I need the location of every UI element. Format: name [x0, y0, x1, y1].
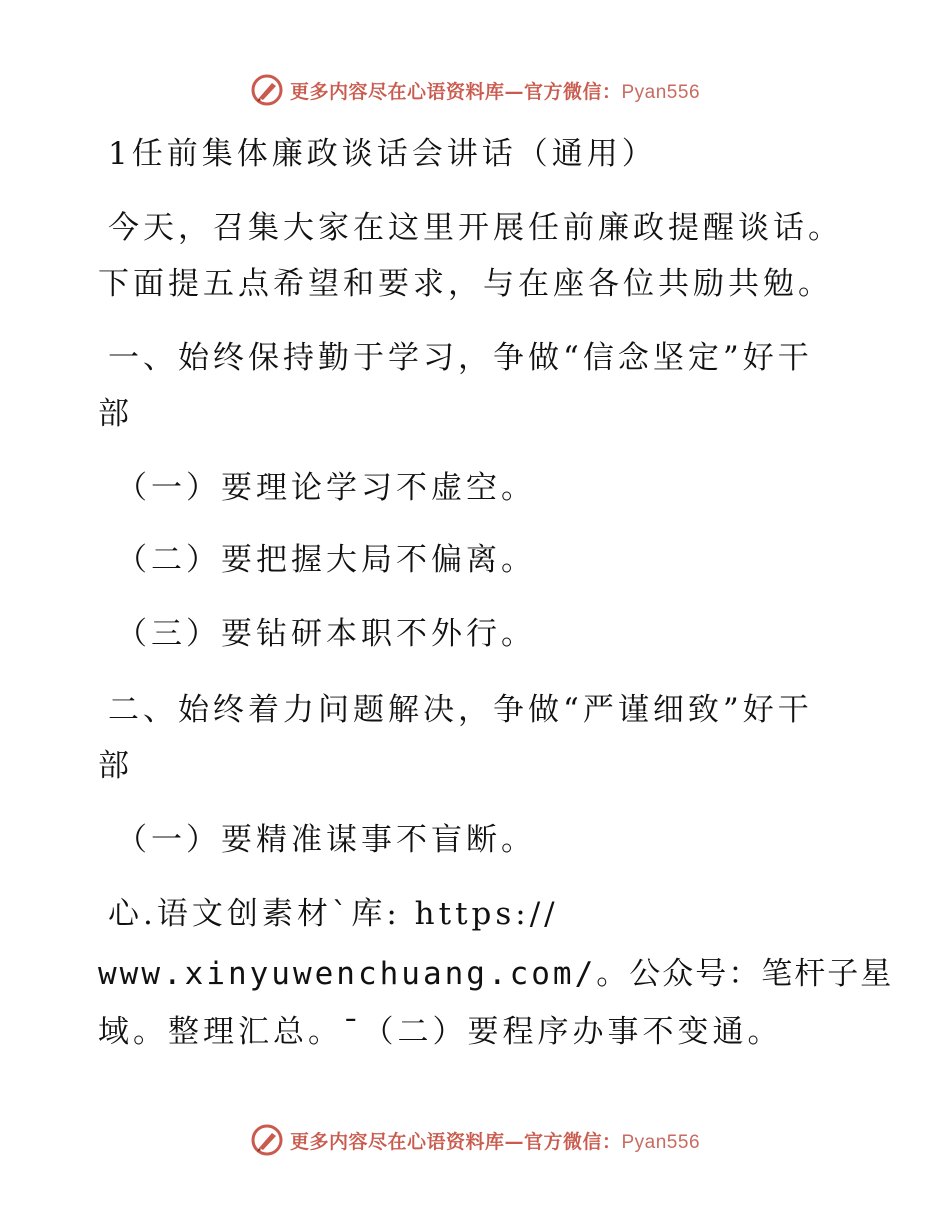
section-1-item-1: （一）要理论学习不虚空。 — [116, 470, 536, 506]
section-1-heading-cont: 部 — [98, 396, 133, 432]
section-1-heading: 一、始终保持勤于学习，争做“信念坚定”好干 — [108, 340, 813, 376]
section-2-heading-cont: 部 — [98, 748, 133, 784]
source-note-rest: 。公众号：笔杆子星 — [596, 956, 894, 992]
header-watermark-banner — [0, 70, 950, 110]
intro-line-2: 下面提五点希望和要求，与在座各位共励共勉。 — [98, 266, 833, 302]
section-2-item-1: （一）要精准谋事不盲断。 — [116, 822, 536, 858]
section-2-heading: 二、始终着力问题解决，争做“严谨细致”好干 — [108, 692, 813, 728]
intro-line-1: 今天，召集大家在这里开展任前廉政提醒谈话。 — [108, 210, 843, 246]
pen-logo-icon — [250, 1123, 284, 1157]
document-title: 1任前集体廉政谈话会讲话（通用） — [108, 136, 657, 172]
source-note-line-3: 域。整理汇总。¯（二）要程序办事不变通。 — [98, 1014, 783, 1050]
section-1-item-2: （二）要把握大局不偏离。 — [116, 542, 536, 578]
source-note-line-2 — [98, 946, 893, 1002]
section-1-item-3: （三）要钻研本职不外行。 — [116, 616, 536, 652]
pen-logo-icon — [250, 73, 284, 107]
header-watermark-text: 更多内容尽在心语资料库—官方微信：Pyan556 — [289, 80, 701, 103]
source-note-line-1: 心.语文创素材`库: https:// — [108, 896, 559, 932]
footer-watermark-text: 更多内容尽在心语资料库—官方微信：Pyan556 — [289, 1130, 701, 1153]
footer-watermark-banner — [0, 1120, 950, 1160]
source-url: www.xinyuwenchuang.com/ — [98, 956, 597, 992]
